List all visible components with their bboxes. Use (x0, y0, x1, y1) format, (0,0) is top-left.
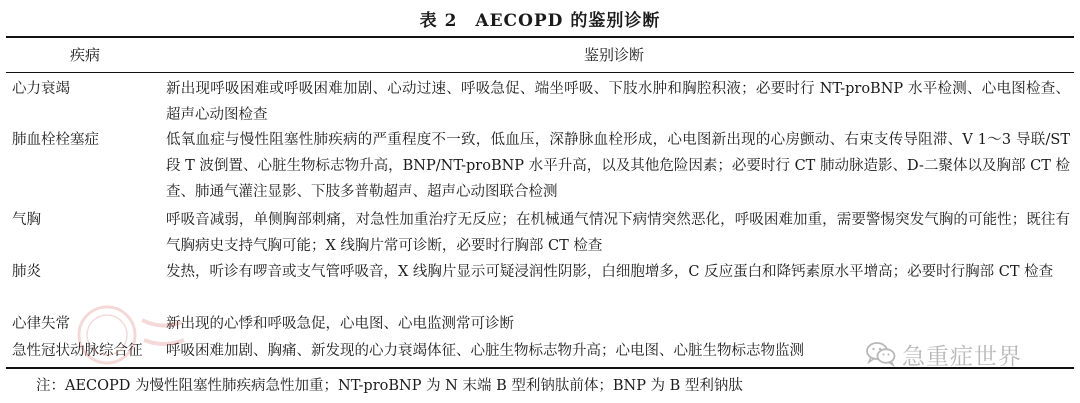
diagnosis-cell: 新出现呼吸困难或呼吸困难加剧、心动过速、呼吸急促、端坐呼吸、下肢水肿和胸腔积液；必要时行 NT-proBNP 水平检测、心电图检查、超声心动图检查 (166, 81, 1070, 123)
disease-cell: 肺炎 (12, 264, 41, 280)
diagnosis-cell: 发热，听诊有啰音或支气管呼吸音，X 线胸片显示可疑浸润性阴影，白细胞增多，C 反应蛋白和降钙素原水平增高；必要时行胸部 CT 检查 (166, 264, 1054, 280)
disease-cell: 急性冠状动脉综合征 (12, 343, 143, 359)
diagnosis-cell: 新出现的心悸和呼吸急促，心电图、心电监测常可诊断 (166, 316, 514, 332)
disease-cell: 肺血栓栓塞症 (12, 132, 99, 148)
disease-cell: 心律失常 (12, 316, 70, 332)
diagnosis-cell: 低氧血症与慢性阻塞性肺疾病的严重程度不一致，低血压，深静脉血栓形成，心电图新出现的心房颤动、右束支传导阻滞、V 1～3 导联/ST 段 T 波倒置、心脏生物标志物升高，BNP/NT-proBNP 水平升高，以及其他危险因素；必要时行 CT 肺动脉造影、D-二聚体以及胸部 CT 检查、肺通气灌注显影、下肢多普勒超声、超声心动图联合检测 (166, 132, 1070, 200)
diagnosis-cell: 呼吸困难加剧、胸痛、新发现的心力衰竭体征、心脏生物标志物升高；心电图、心脏生物标志物监测 (166, 343, 804, 359)
header-rule (6, 72, 1074, 73)
disease-cell: 心力衰竭 (12, 81, 70, 97)
diagnosis-cell: 呼吸音减弱，单侧胸部刺痛，对急性加重治疗无反应；在机械通气情况下病情突然恶化，呼吸困难加重，需要警惕突发气胸的可能性；既往有气胸病史支持气胸可能；X 线胸片常可诊断，必要时行胸部 CT 检查 (166, 212, 1070, 254)
watermark-text: 急重症世界 (902, 343, 1022, 370)
table-footnote: 注：AECOPD 为慢性阻塞性肺疾病急性加重；NT-proBNP 为 N 末端 B 型利钠肽前体；BNP 为 B 型利钠肽 (36, 378, 743, 394)
wechat-icon (866, 341, 896, 367)
header-disease: 疾病 (70, 46, 101, 64)
seal-stamp-icon (72, 300, 192, 370)
header-diagnosis: 鉴别诊断 (584, 46, 645, 64)
table-title: 表 2 AECOPD 的鉴别诊断 (419, 11, 661, 31)
disease-cell: 气胸 (12, 212, 41, 228)
top-rule (6, 36, 1074, 38)
watermark (866, 338, 1022, 370)
